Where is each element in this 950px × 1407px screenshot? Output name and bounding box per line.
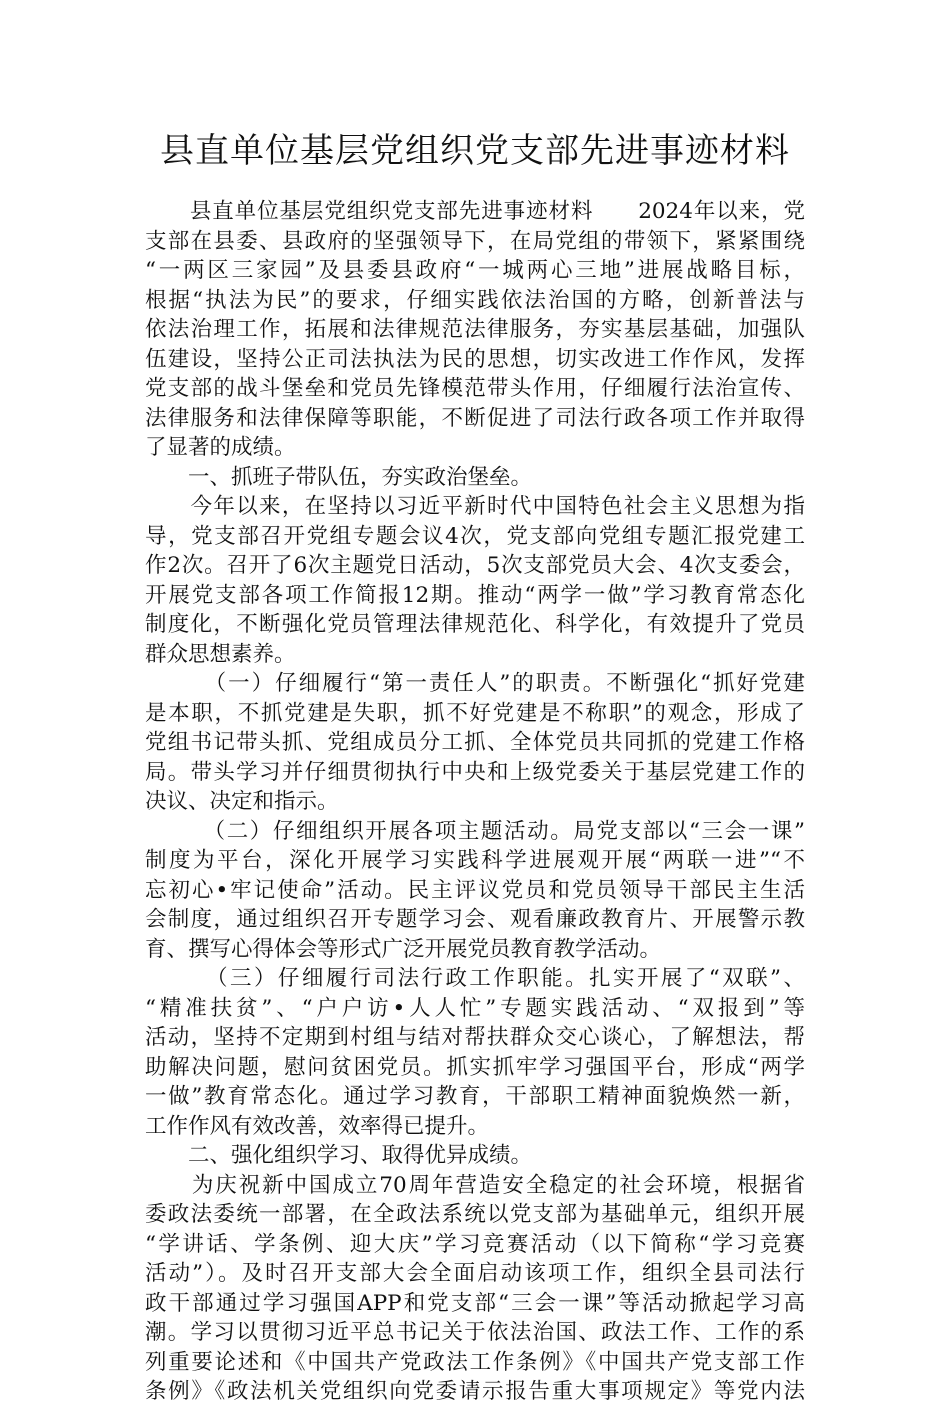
text-line: 群众思想素养。: [145, 641, 296, 667]
text-line: 一、抓班子带队伍，夯实政治堡垒。: [145, 464, 533, 490]
text-line: 二、强化组织学习、取得优异成绩。: [145, 1143, 533, 1168]
text-line: 活动，坚持不定期到村组与结对帮扶群众交心谈心，了解想法，帮: [145, 1025, 805, 1050]
text-line: 育、撰写心得体会等形式广泛开展党员教育教学活动。: [145, 936, 662, 962]
text-line: 制度化，不断强化党员管理法律规范化、科学化，有效提升了党员: [145, 612, 805, 637]
text-line: 决议、决定和指示。: [145, 789, 339, 814]
document-body: [145, 197, 805, 1407]
text-line: 委政法委统一部署，在全政法系统以党支部为基础单元，组织开展: [145, 1202, 805, 1227]
text-line: 是本职，不抓党建是失职，抓不好党建是不称职”的观念，形成了: [145, 700, 805, 726]
text-line: （一）仔细履行“第一责任人”的职责。不断强化“抓好党建: [145, 671, 805, 696]
text-line: 党组书记带头抓、党组成员分工抓、全体党员共同抓的党建工作格: [145, 730, 805, 755]
text-line: “学讲话、学条例、迎大庆”学习竞赛活动（以下简称“学习竞赛: [145, 1231, 805, 1257]
text-line: 工作作风有效改善，效率得已提升。: [145, 1113, 490, 1139]
text-line: 忘初心•牢记使命”活动。民主评议党员和党员领导干部民主生活: [145, 877, 805, 903]
text-line: 法律服务和法律保障等职能，不断促进了司法行政各项工作并取得: [145, 405, 805, 431]
document-title: 县直单位基层党组织党支部先进事迹材料: [160, 131, 790, 171]
text-line: （二）仔细组织开展各项主题活动。局党支部以“三会一课”: [145, 818, 805, 844]
text-line: 潮。学习以贯彻习近平总书记关于依法治国、政法工作、工作的系: [145, 1320, 805, 1345]
text-line: 活动”）。及时召开支部大会全面启动该项工作，组织全县司法行: [145, 1261, 805, 1286]
text-line: 开展党支部各项工作简报12期。推动“两学一做”学习教育常态化: [145, 582, 805, 608]
text-line: 今年以来，在坚持以习近平新时代中国特色社会主义思想为指: [145, 494, 805, 519]
text-line: “一两区三家园”及县委县政府“一城两心三地”进展战略目标，: [145, 258, 805, 283]
text-line: 导，党支部召开党组专题会议4次，党支部向党组专题汇报党建工: [145, 523, 805, 549]
text-line: 会制度，通过组织召开专题学习会、观看廉政教育片、开展警示教: [145, 907, 805, 932]
text-line: 伍建设，坚持公正司法执法为民的思想，切实改进工作作风，发挥: [145, 346, 805, 372]
text-line: 助解决问题，慰问贫困党员。抓实抓牢学习强国平台，形成“两学: [145, 1054, 805, 1080]
text-line: 为庆祝新中国成立70周年营造安全稳定的社会环境，根据省: [145, 1172, 805, 1198]
text-line: 一做”教育常态化。通过学习教育，干部职工精神面貌焕然一新，: [145, 1084, 805, 1109]
text-line: 县直单位基层党组织党支部先进事迹材料 2024年以来，党: [145, 199, 805, 224]
text-line: 条例》《政法机关党组织向党委请示报告重大事项规定》等党内法: [145, 1379, 805, 1404]
text-line: 了显著的成绩。: [145, 435, 296, 460]
text-line: 根据“执法为民”的要求，仔细实践依法治国的方略，创新普法与: [145, 287, 805, 313]
text-line: 列重要论述和《中国共产党政法工作条例》《中国共产党支部工作: [145, 1349, 805, 1375]
text-line: （三）仔细履行司法行政工作职能。扎实开展了“双联”、: [145, 966, 805, 991]
text-line: 局。带头学习并仔细贯彻执行中央和上级党委关于基层党建工作的: [145, 759, 805, 785]
text-line: 政干部通过学习强国APP和党支部“三会一课”等活动掀起学习高: [145, 1290, 805, 1316]
text-line: 支部在县委、县政府的坚强领导下，在局党组的带领下，紧紧围绕: [145, 228, 805, 254]
text-line: 党支部的战斗堡垒和党员先锋模范带头作用，仔细履行法治宣传、: [145, 376, 805, 401]
text-line: 制度为平台，深化开展学习实践科学进展观开展“两联一进”“不: [145, 848, 805, 873]
text-line: 依法治理工作，拓展和法律规范法律服务，夯实基层基础，加强队: [145, 317, 805, 342]
text-line: “精准扶贫”、“户户访•人人忙”专题实践活动、“双报到”等: [145, 995, 805, 1021]
text-line: 作2次。召开了6次主题党日活动，5次支部党员大会、4次支委会，: [145, 553, 805, 578]
